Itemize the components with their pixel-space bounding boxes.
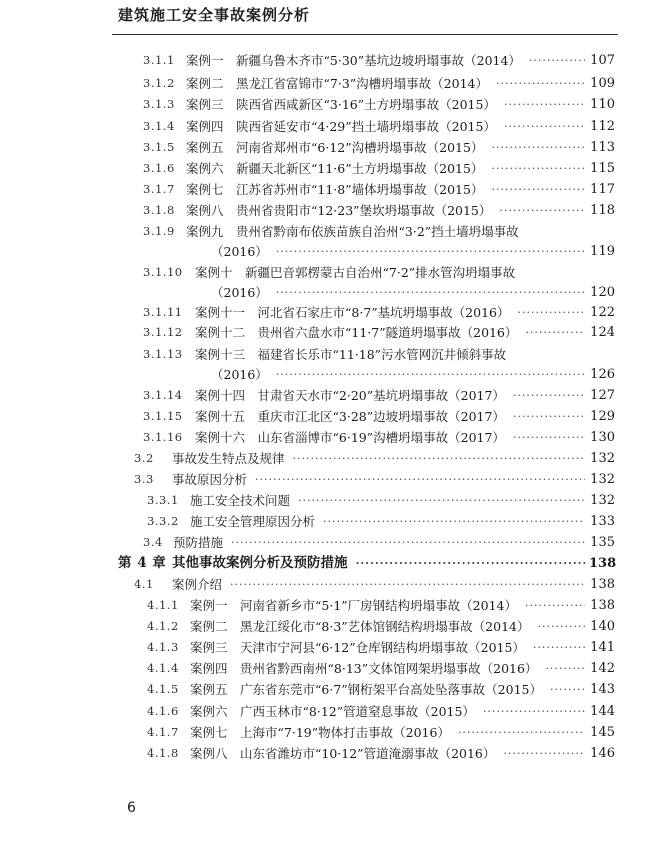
section-number: 4.1.2 [147,619,179,633]
page-ref: 141 [590,640,615,655]
running-header: 建筑施工安全事故案例分析 [118,6,311,24]
section-number: 3.1.7 [143,182,175,196]
leader-dots [491,137,585,158]
toc-entry[interactable] [118,448,615,469]
leader-dots [504,94,585,115]
toc-entry[interactable] [118,116,615,137]
header-rule [112,34,618,35]
leader-dots [276,364,585,385]
toc-entry[interactable] [118,137,615,158]
toc-entry-continuation[interactable] [118,282,615,303]
leader-dots [496,73,585,94]
page-ref: 107 [590,53,615,68]
leader-dots [533,637,585,658]
toc-entry[interactable] [118,344,615,365]
page-ref: 126 [590,367,615,382]
entry-title: 案例三 天津市宁河县“6·12”仓库钢结构坍塌事故（2015） [190,637,529,658]
section-number: 3.1.9 [143,224,175,238]
entry-title: 案例七 江苏省苏州市“11·8”墙体坍塌事故（2015） [186,179,487,200]
entry-title-continuation: （2016） [211,282,272,303]
page-ref: 135 [590,535,615,550]
section-number: 4.1.7 [147,725,179,739]
entry-title: 案例一 新疆乌鲁木齐市“5·30”基坑边坡坍塌事故（2014） [186,50,525,71]
page-ref: 115 [590,161,615,176]
entry-title: 案例九 贵州省黔南布依族苗族自治州“3·2”挡土墙坍塌事故 [186,221,523,242]
leader-dots [298,490,585,511]
toc-entry[interactable] [118,179,615,200]
entry-title: 案例十 新疆巴音郭楞蒙古自治州“7·2”排水管沟坍塌事故 [195,262,519,283]
page-ref: 112 [590,119,615,134]
page-ref: 133 [590,514,615,529]
leader-dots [491,158,585,179]
toc-entry[interactable] [118,73,615,94]
section-number: 3.4 [143,535,163,549]
entry-title: 案例五 河南省郑州市“6·12”沟槽坍塌事故（2015） [186,137,487,158]
toc-entry[interactable] [118,302,615,323]
entry-title: 施工安全管理原因分析 [190,511,319,532]
toc-entry[interactable] [118,679,615,700]
page-ref: 113 [590,140,615,155]
toc-entry[interactable] [118,50,615,71]
page-ref: 132 [590,451,615,466]
entry-title: 案例一 河南省新乡市“5·1”厂房钢结构坍塌事故（2014） [190,595,521,616]
page-ref: 109 [590,76,615,91]
toc-entry-continuation[interactable] [118,364,615,385]
leader-dots [537,616,585,637]
entry-title: 案例十二 贵州省六盘水市“11·7”隧道坍塌事故（2016） [195,322,521,343]
section-number: 4.1.5 [147,682,179,696]
entry-title: 案例五 广东省东莞市“6·7”钢桁架平台高处坠落事故（2015） [190,679,546,700]
entry-title-continuation: （2016） [211,241,272,262]
page-ref: 122 [590,305,615,320]
page-ref: 110 [590,97,615,112]
section-number: 3.1.14 [143,388,183,402]
page-ref: 138 [590,598,615,613]
entry-title: 案例介绍 [172,574,226,595]
toc-entry-continuation[interactable] [118,241,615,262]
leader-dots [529,50,585,71]
toc-entry[interactable] [118,385,615,406]
leader-dots [293,448,585,469]
toc-entry[interactable] [118,322,615,343]
toc-entry[interactable] [118,637,615,658]
section-number: 3.1.5 [143,140,175,154]
toc-entry[interactable] [118,427,615,448]
chapter-number: 第 4 章 [118,555,167,571]
page-ref: 124 [590,325,615,340]
section-number: 3.1.4 [143,119,175,133]
page-ref: 138 [589,556,617,571]
leader-dots [323,511,585,532]
entry-title: 案例四 贵州省黔西南州“8·13”文体馆网架坍塌事故（2016） [190,658,541,679]
leader-dots [503,743,585,764]
chapter-title: 其他事故案例分析及预防措施 [172,553,352,574]
page-ref: 119 [590,244,615,259]
leader-dots [483,701,585,722]
toc-entry[interactable] [118,722,615,743]
toc-entry[interactable] [118,595,615,616]
page-ref: 120 [590,285,615,300]
entry-title: 案例六 新疆天北新区“11·6”土方坍塌事故（2015） [186,158,487,179]
leader-dots [525,322,585,343]
toc-chapter-entry[interactable] [118,553,615,574]
leader-dots [513,427,585,448]
section-number: 4.1.8 [147,746,179,760]
leader-dots [504,116,585,137]
section-number: 3.1.13 [143,347,183,361]
page-ref: 143 [590,682,615,697]
entry-title: 预防措施 [173,532,227,553]
entry-title: 案例十六 山东省淄博市“6·19”沟槽坍塌事故（2017） [195,427,509,448]
entry-title: 案例八 山东省潍坊市“10·12”管道淹溺事故（2016） [190,743,499,764]
page-ref: 118 [590,203,615,218]
leader-dots [491,179,585,200]
section-number: 3.1.2 [143,76,175,90]
section-number: 3.1.6 [143,161,175,175]
entry-title: 案例十一 河北省石家庄市“8·7”基坑坍塌事故（2016） [195,302,513,323]
entry-title: 事故原因分析 [172,469,251,490]
toc-entry[interactable] [118,574,615,595]
page-ref: 132 [590,472,615,487]
leader-dots [545,658,585,679]
toc-entry[interactable] [118,221,615,242]
leader-dots [276,241,585,262]
section-number: 3.3.1 [147,493,179,507]
entry-title: 事故发生特点及规律 [172,448,289,469]
page-ref: 138 [590,577,615,592]
entry-title: 案例十三 福建省长乐市“11·18”污水管网沉井倾斜事故 [195,344,510,365]
entry-title: 案例十四 甘肃省天水市“2·20”基坑坍塌事故（2017） [195,385,509,406]
toc-entry[interactable] [118,532,615,553]
entry-title: 案例十五 重庆市江北区“3·28”边坡坍塌事故（2017） [195,406,509,427]
page-ref: 117 [590,182,615,197]
entry-title: 案例七 上海市“7·19”物体打击事故（2016） [190,722,454,743]
entry-title: 案例二 黑龙江省富锦市“7·3”沟槽坍塌事故（2014） [186,73,492,94]
entry-title-continuation: （2016） [211,364,272,385]
section-number: 3.2 [134,451,154,465]
toc-entry[interactable] [118,94,615,115]
page-ref: 140 [590,619,615,634]
leader-dots [356,553,586,574]
page-ref: 130 [590,430,615,445]
section-number: 3.1.15 [143,409,183,423]
section-number: 4.1 [134,577,154,591]
page-ref: 129 [590,409,615,424]
section-number: 3.1.16 [143,430,183,444]
page-ref: 145 [590,725,615,740]
entry-title: 案例二 黑龙江绥化市“8·3”艺体馆钢结构坍塌事故（2014） [190,616,533,637]
leader-dots [517,302,585,323]
toc-entry[interactable] [118,262,615,283]
leader-dots [525,595,585,616]
section-number: 3.1.3 [143,97,175,111]
leader-dots [499,200,585,221]
leader-dots [230,574,585,595]
section-number: 3.1.10 [143,265,183,279]
toc-entry[interactable] [118,616,615,637]
leader-dots [231,532,585,553]
entry-title: 施工安全技术问题 [190,490,294,511]
toc-entry[interactable] [118,701,615,722]
leader-dots [513,385,585,406]
toc-entry[interactable] [118,469,615,490]
section-number: 4.1.4 [147,661,179,675]
page-ref: 144 [590,704,615,719]
section-number: 3.1.12 [143,325,183,339]
section-number: 3.3 [134,472,154,486]
toc-entry[interactable] [118,490,615,511]
toc-entry[interactable] [118,743,615,764]
page-ref: 132 [590,493,615,508]
entry-title: 案例八 贵州省贵阳市“12·23”堡坎坍塌事故（2015） [186,200,495,221]
toc-entry[interactable] [118,406,615,427]
section-number: 4.1.6 [147,704,179,718]
entry-title: 案例四 陕西省延安市“4·29”挡土墙坍塌事故（2015） [186,116,500,137]
section-number: 3.1.8 [143,203,175,217]
page-ref: 142 [590,661,615,676]
section-number: 3.3.2 [147,514,179,528]
section-number: 4.1.1 [147,598,179,612]
leader-dots [458,722,585,743]
page-ref: 146 [590,746,615,761]
section-number: 3.1.1 [143,53,175,67]
section-number: 4.1.3 [147,640,179,654]
section-number: 3.1.11 [143,305,183,319]
page-ref: 127 [590,388,615,403]
leader-dots [255,469,585,490]
leader-dots [513,406,585,427]
toc-entry[interactable] [118,658,615,679]
page-number: 6 [127,800,136,816]
leader-dots [276,282,585,303]
toc-entry[interactable] [118,200,615,221]
leader-dots [550,679,585,700]
toc-entry[interactable] [118,511,615,532]
entry-title: 案例六 广西玉林市“8·12”管道窒息事故（2015） [190,701,479,722]
toc-entry[interactable] [118,158,615,179]
entry-title: 案例三 陕西省西咸新区“3·16”土方坍塌事故（2015） [186,94,500,115]
